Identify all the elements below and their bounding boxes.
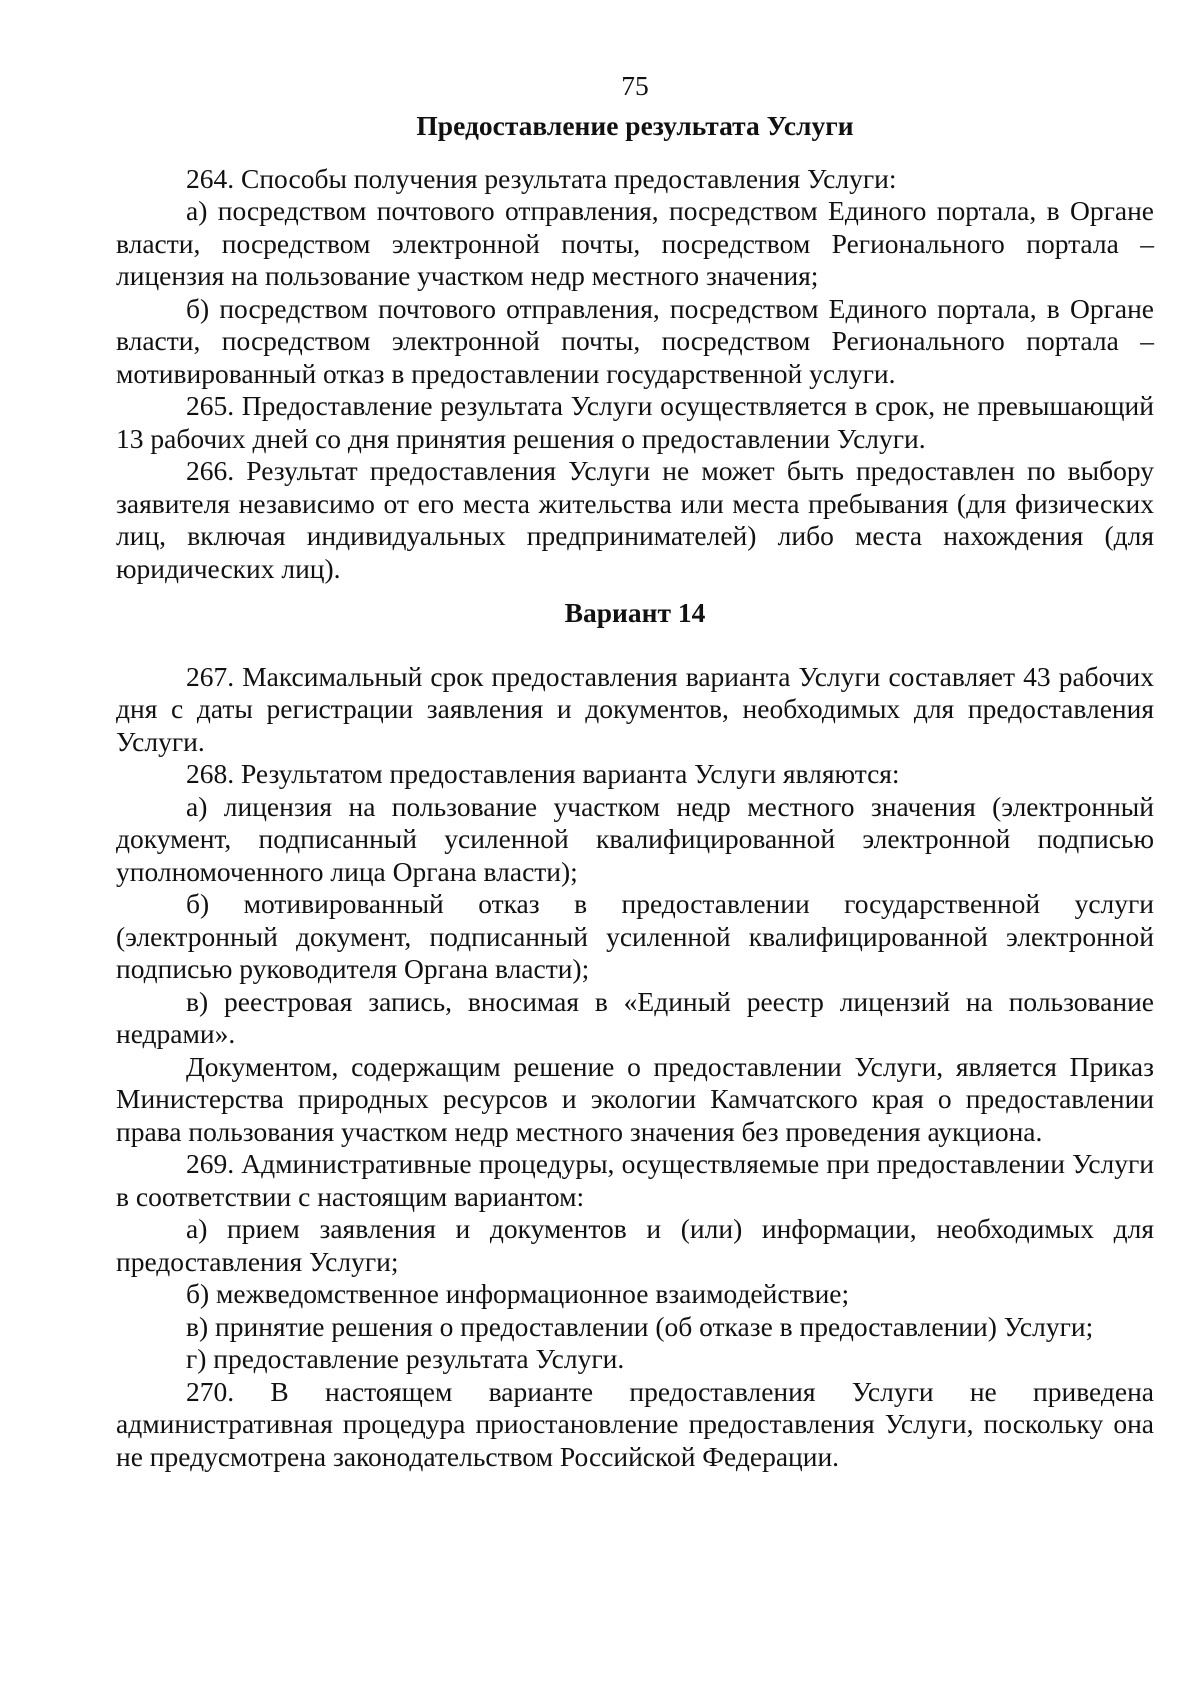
paragraph-264: 264. Способы получения результата предоставления Услуги:	[186, 162, 897, 194]
paragraph-268-a: а) лицензия на пользование участком недр местного значения (электронный документ, подписанный усиленной квалифицированной электронной подписью уполномоченного лица Органа власти);	[116, 790, 1154, 887]
page-number: 75	[621, 70, 649, 101]
paragraph-264-a: а) посредством почтового отправления, посредством Единого портала, в Органе власти, посредством электронной почты, посредством Регионального портала – лицензия на пользование участком недр местного значения;	[116, 195, 1154, 291]
paragraph-267: 267. Максимальный срок предоставления варианта Услуги составляет 43 рабочих дня с даты регистрации заявления и документов, необходимых для предоставления Услуги.	[116, 660, 1154, 757]
paragraph-268: 268. Результатом предоставления варианта Услуги являются:	[186, 758, 900, 789]
paragraph-268-b: б) мотивированный отказ в предоставлении государственной услуги (электронный документ, подписанный усиленной квалифицированной электронной подписью руководителя Органа власти);	[116, 888, 1154, 984]
paragraph-265: 265. Предоставление результата Услуги осуществляется в срок, не превышающий 13 рабочих дней со дня принятия решения о предоставлении Услуги.	[116, 390, 1154, 454]
paragraph-269-v: в) принятие решения о предоставлении (об отказе в предоставлении) Услуги;	[186, 1310, 1094, 1342]
section-heading-variant-14: Вариант 14	[564, 597, 706, 628]
paragraph-269: 269. Административные процедуры, осуществляемые при предоставлении Услуги в соответствии с настоящим вариантом:	[116, 1148, 1154, 1212]
section-heading-result: Предоставление результата Услуги	[416, 110, 854, 141]
paragraph-269-g: г) предоставление результата Услуги.	[186, 1343, 625, 1374]
paragraph-270: 270. В настоящем варианте предоставления Услуги не приведена административная процедура приостановление предоставления Услуги, поскольку она не предусмотрена законодательством Российской Федерации.	[116, 1375, 1154, 1472]
paragraph-decision-document: Документом, содержащим решение о предоставлении Услуги, является Приказ Министерства природных ресурсов и экологии Камчатского края о предоставлении права пользования участком недр местного значения без проведения аукциона.	[116, 1050, 1154, 1147]
document-page	[116, 70, 1154, 1473]
paragraph-266: 266. Результат предоставления Услуги не может быть предоставлен по выбору заявителя независимо от его места жительства или места пребывания (для физических лиц, включая индивидуальных предпринимателей) либо места нахождения (для юридических лиц).	[116, 455, 1154, 584]
paragraph-269-b: б) межведомственное информационное взаимодействие;	[186, 1278, 850, 1309]
paragraph-268-v: в) реестровая запись, вносимая в «Единый реестр лицензий на пользование недрами».	[116, 985, 1154, 1049]
paragraph-264-b: б) посредством почтового отправления, посредством Единого портала, в Органе власти, посредством электронной почты, посредством Регионального портала – мотивированный отказ в предоставлении государственной услуги.	[116, 292, 1154, 389]
paragraph-269-a: а) прием заявления и документов и (или) информации, необходимых для предоставления Услуги;	[116, 1213, 1154, 1277]
